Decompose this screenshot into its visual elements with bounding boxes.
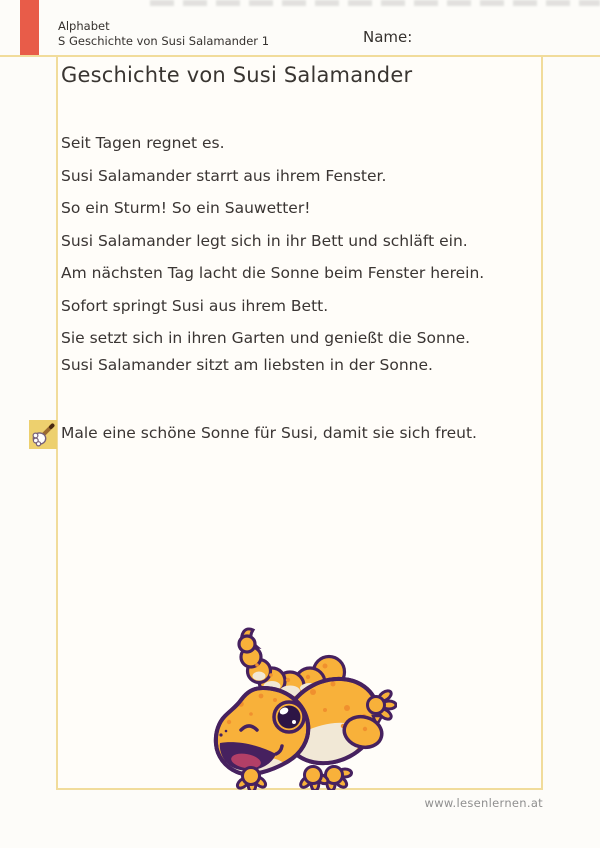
story-line: Seit Tagen regnet es. (61, 134, 225, 152)
hand-writing-icon-graphic (31, 422, 55, 447)
story-line: Sie setzt sich in ihren Garten und genießt die Sonne. (61, 329, 471, 347)
story-line: Am nächsten Tag lacht die Sonne beim Fenster herein. (61, 264, 485, 282)
red-accent-bar (20, 0, 39, 56)
salamander-graphic (213, 626, 397, 790)
header (58, 19, 269, 49)
story-line: Susi Salamander sitzt am liebsten in der Sonne. (61, 355, 433, 374)
scan-edge-artifact (150, 0, 600, 6)
salamander-illustration (213, 626, 397, 790)
header-category: Alphabet (58, 19, 110, 33)
story-text (61, 127, 531, 381)
story-line: So ein Sturm! So ein Sauwetter! (61, 199, 311, 217)
name-label: Name: (363, 28, 413, 46)
footer-website: www.lesenlernen.at (424, 796, 543, 810)
header-worksheet-code: S Geschichte von Susi Salamander 1 (58, 34, 270, 48)
story-line: Sofort springt Susi aus ihrem Bett. (61, 296, 329, 315)
task-row (61, 424, 477, 442)
page-title: Geschichte von Susi Salamander (61, 63, 413, 87)
story-line: Susi Salamander starrt aus ihrem Fenster. (61, 166, 387, 185)
hand-writing-icon (29, 420, 57, 449)
task-text: Male eine schöne Sonne für Susi, damit sie sich freut. (61, 424, 477, 442)
story-line: Susi Salamander legt sich in ihr Bett und schläft ein. (61, 231, 468, 250)
